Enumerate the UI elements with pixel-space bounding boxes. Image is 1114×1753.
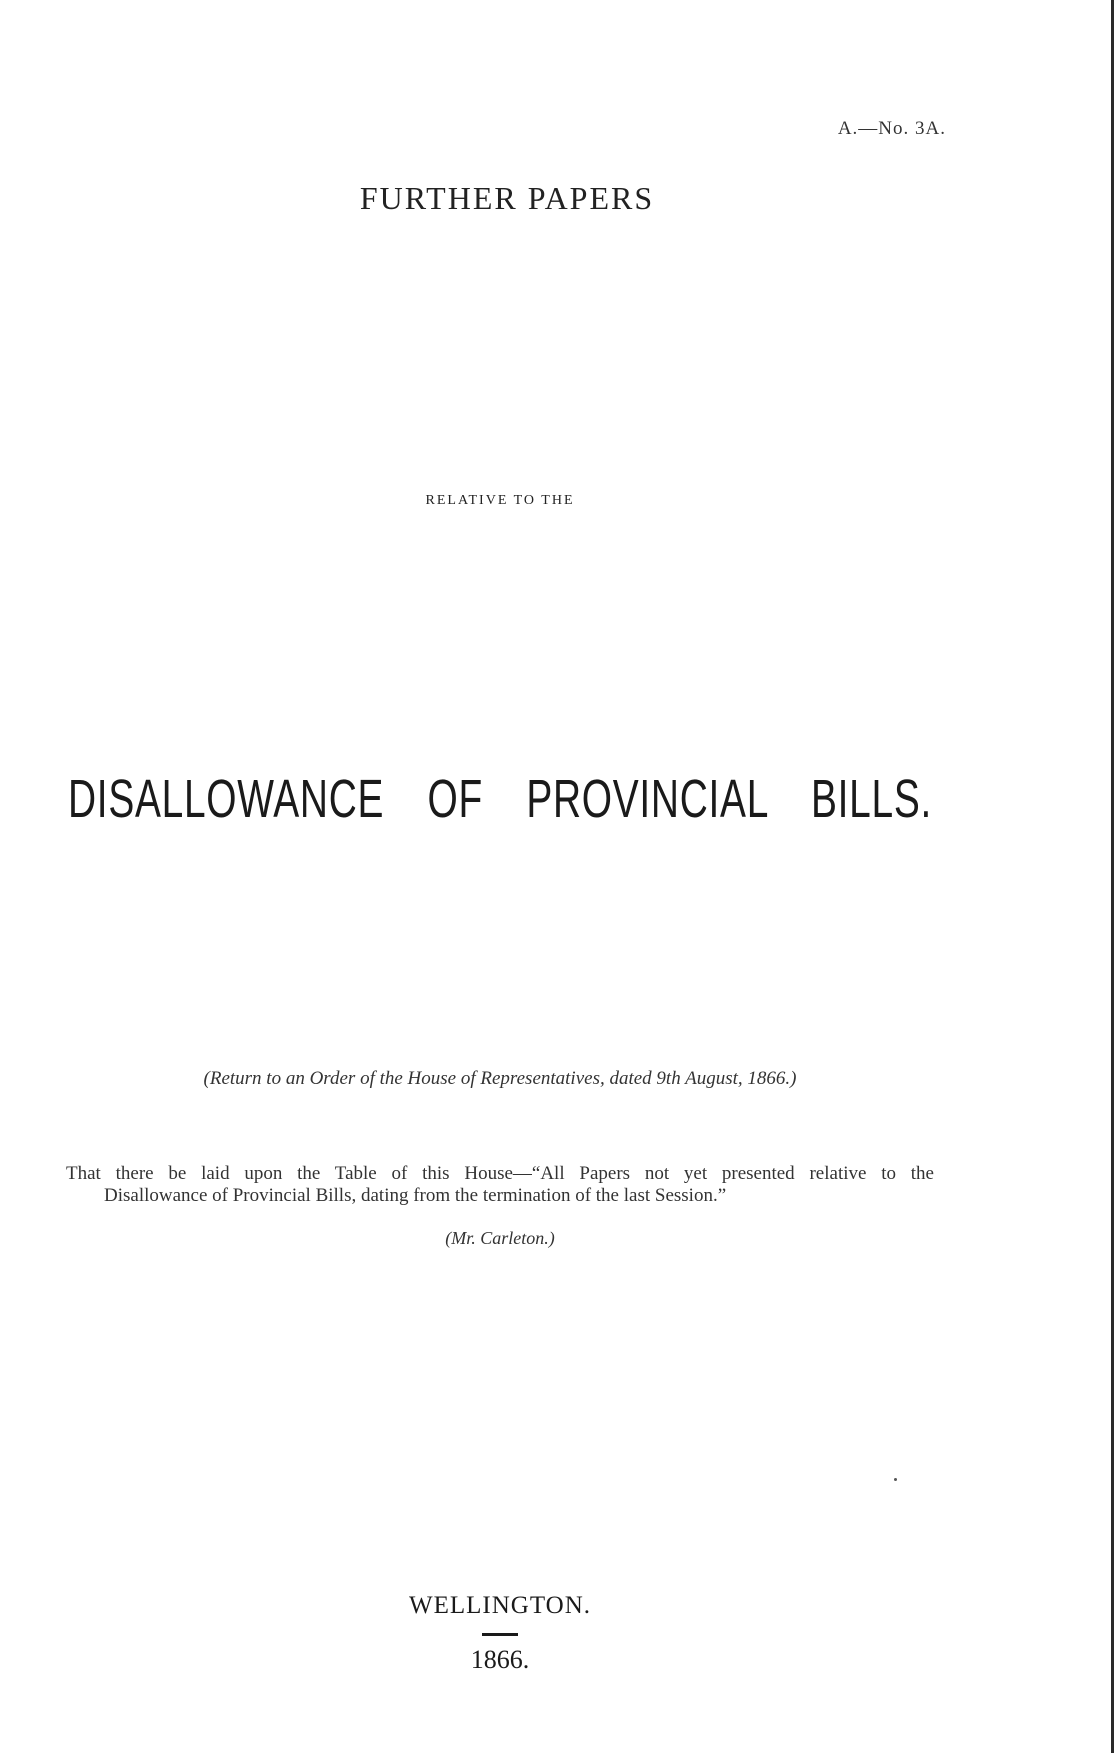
motion-text [66, 1163, 934, 1207]
document-title [68, 768, 933, 830]
document-reference-number: A.—No. 3A. [837, 118, 946, 139]
imprint-place: WELLINGTON. [408, 1592, 592, 1619]
subheading-relative-to: RELATIVE TO THE [425, 493, 575, 508]
imprint-rule [482, 1633, 518, 1636]
scan-speck [894, 1478, 897, 1481]
motion-mover: (Mr. Carleton.) [445, 1228, 555, 1248]
motion-line-1: That there be laid upon the Table of this House—“All Papers not yet presented relative to the [66, 1163, 934, 1184]
motion-line-2: Disallowance of Provincial Bills, dating from the termination of the last Session.” [104, 1185, 727, 1206]
document-title-text: DISALLOWANCE OF PROVINCIAL BILLS. [68, 769, 933, 829]
heading-further-papers: FURTHER PAPERS [359, 180, 655, 216]
return-order-note: (Return to an Order of the House of Representatives, dated 9th August, 1866.) [203, 1068, 797, 1089]
imprint-year: 1866. [470, 1645, 530, 1674]
